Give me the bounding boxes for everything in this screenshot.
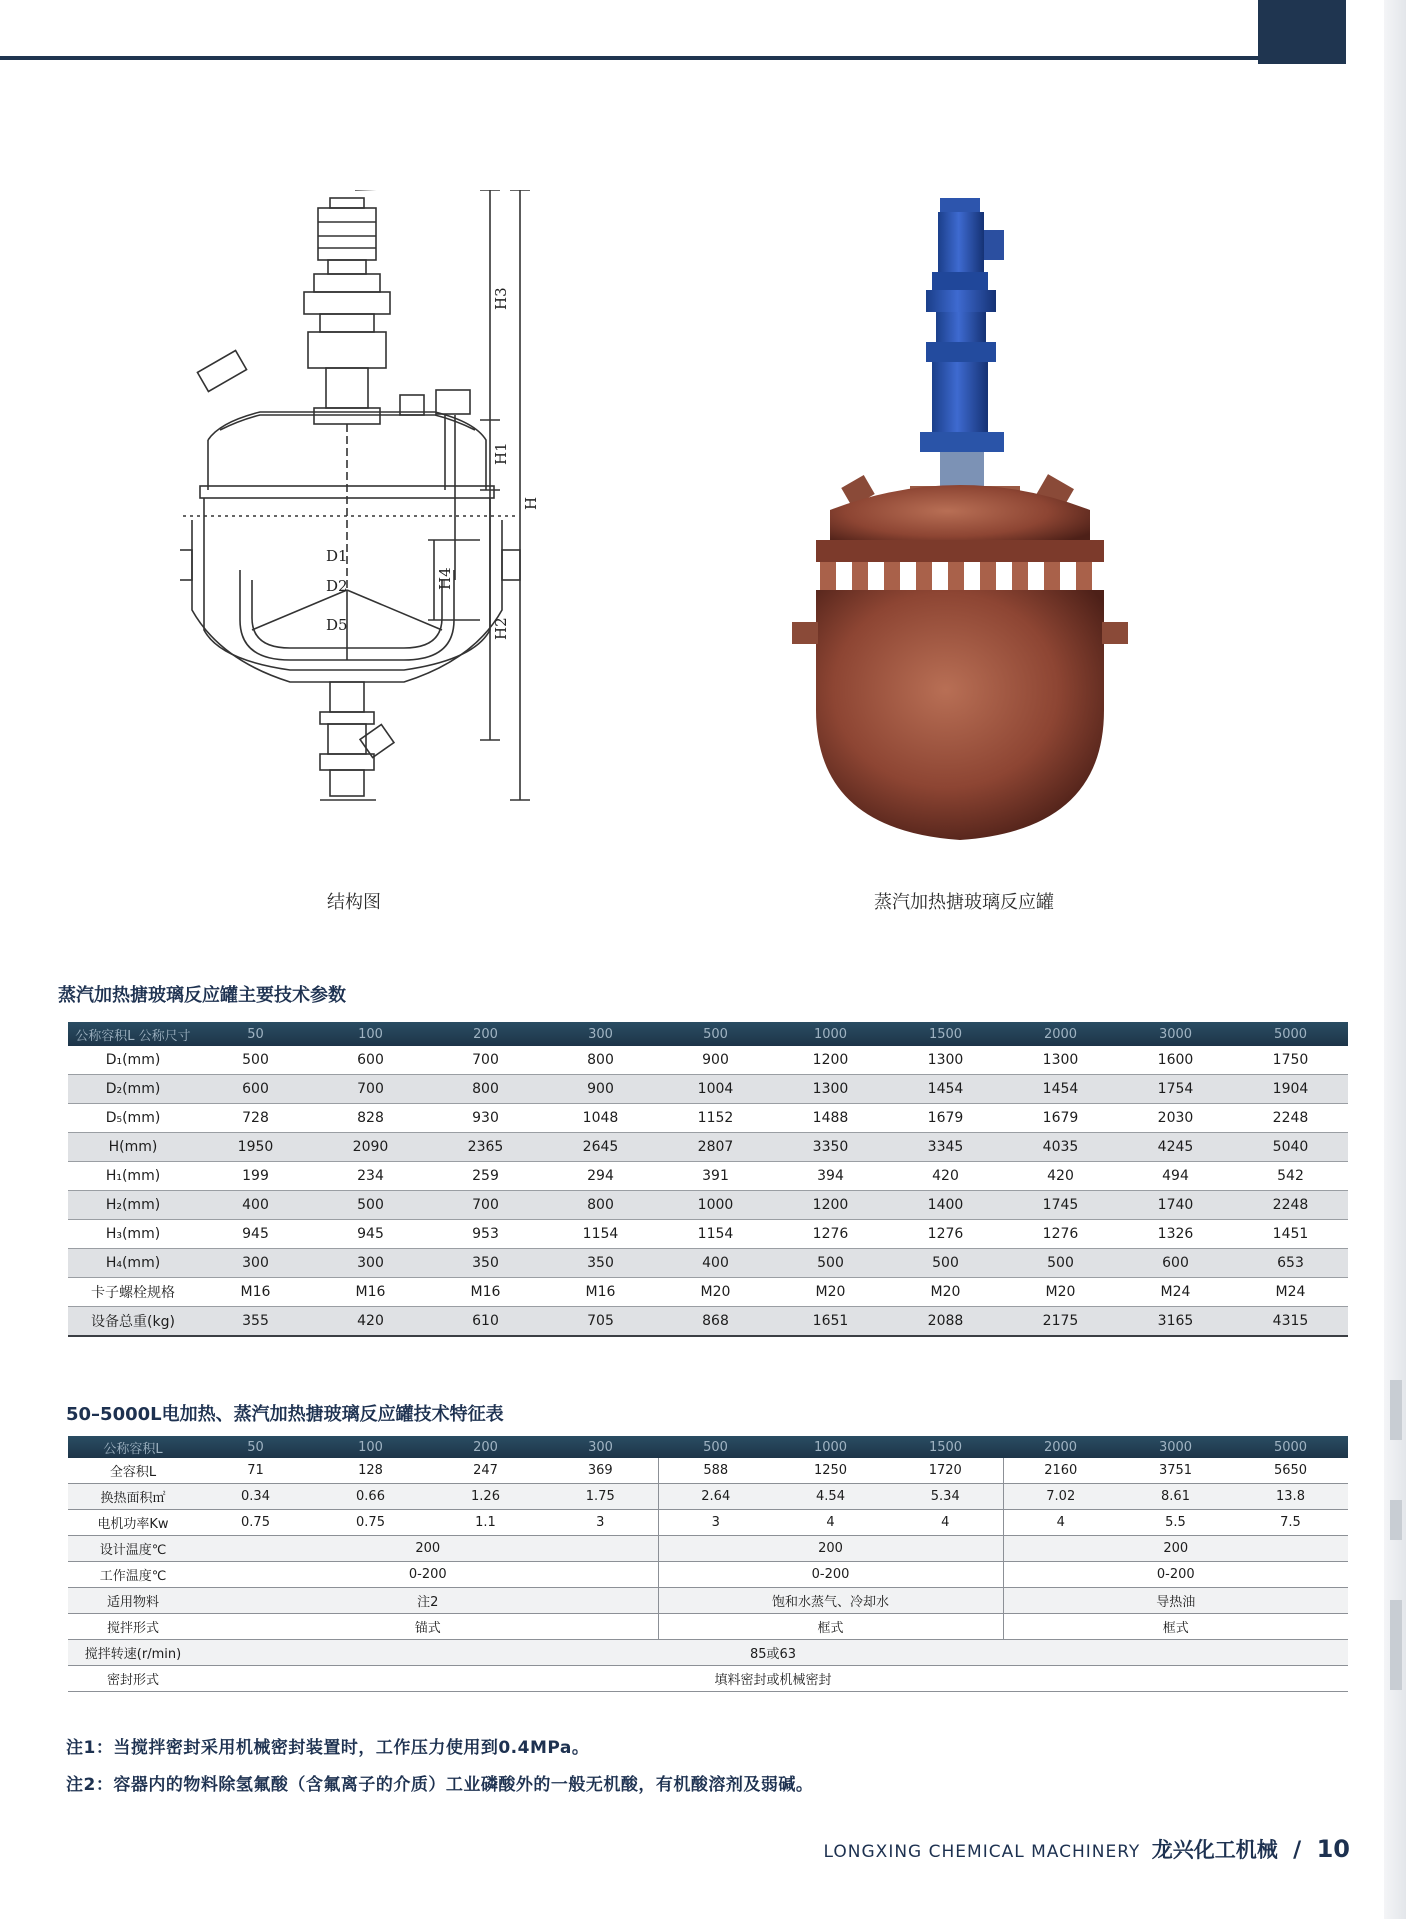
table2-cell: 247 <box>428 1458 543 1484</box>
table1-row <box>68 1220 1348 1249</box>
table1-col-header: 50 <box>198 1022 313 1046</box>
page-footer <box>824 1834 1350 1864</box>
table1-cell: 2365 <box>428 1133 543 1162</box>
table1-cell: 800 <box>543 1046 658 1075</box>
table1-cell: 355 <box>198 1307 313 1337</box>
table1-cell: 1740 <box>1118 1191 1233 1220</box>
table1-cell: 1679 <box>1003 1104 1118 1133</box>
table1-cell: 500 <box>198 1046 313 1075</box>
table2-group-cell: 0-200 <box>1003 1562 1348 1588</box>
table2-col-header: 5000 <box>1233 1436 1348 1458</box>
table1-cell: 1679 <box>888 1104 1003 1133</box>
table1-col-header: 100 <box>313 1022 428 1046</box>
table1-cell: 800 <box>428 1075 543 1104</box>
table1-cell: 542 <box>1233 1162 1348 1191</box>
table2-col-header: 500 <box>658 1436 773 1458</box>
table2-cell: 7.5 <box>1233 1510 1348 1536</box>
table1-col-header: 5000 <box>1233 1022 1348 1046</box>
table1-cell: 1276 <box>888 1220 1003 1249</box>
table1-cell: 600 <box>1118 1249 1233 1278</box>
table1-cell: 945 <box>198 1220 313 1249</box>
table2-row-label: 密封形式 <box>68 1666 198 1692</box>
table2-cell: 0.66 <box>313 1484 428 1510</box>
table2-cell: 5.34 <box>888 1484 1003 1510</box>
table1-cell: 350 <box>428 1249 543 1278</box>
table1-cell: 500 <box>313 1191 428 1220</box>
table2-row-label: 设计温度℃ <box>68 1536 198 1562</box>
table1-cell: 1454 <box>888 1075 1003 1104</box>
table1-header-label: 公称容积L 公称尺寸 <box>68 1022 198 1046</box>
table2-row-label: 工作温度℃ <box>68 1562 198 1588</box>
table1-cell: 930 <box>428 1104 543 1133</box>
table1-row-label: H₁(mm) <box>68 1162 198 1191</box>
table2-row <box>68 1536 1348 1562</box>
table1-cell: 700 <box>428 1191 543 1220</box>
table2-cell: 4 <box>888 1510 1003 1536</box>
table1-cell: 653 <box>1233 1249 1348 1278</box>
table1-cell: 1154 <box>658 1220 773 1249</box>
table1-cell: 391 <box>658 1162 773 1191</box>
table1-row <box>68 1162 1348 1191</box>
footer-company-cn: 龙兴化工机械 <box>1151 1838 1278 1862</box>
table2-col-header: 100 <box>313 1436 428 1458</box>
table1-cell: 494 <box>1118 1162 1233 1191</box>
table2-col-header: 2000 <box>1003 1436 1118 1458</box>
table2-cell: 5650 <box>1233 1458 1348 1484</box>
note-1: 注1：当搅拌密封采用机械密封装置时，工作压力使用到0.4MPa。 <box>66 1738 590 1758</box>
table1-cell: 1400 <box>888 1191 1003 1220</box>
table2-cell: 4.54 <box>773 1484 888 1510</box>
diagram-caption: 结构图 <box>327 892 381 913</box>
table1-cell: 420 <box>313 1307 428 1337</box>
page-number: 10 <box>1316 1835 1350 1863</box>
table1-col-header: 200 <box>428 1022 543 1046</box>
table1-row <box>68 1046 1348 1075</box>
label-d5: D5 <box>326 616 348 634</box>
table1-col-header: 1000 <box>773 1022 888 1046</box>
table1-cell: 1300 <box>1003 1046 1118 1075</box>
table2-group-cell: 锚式 <box>198 1614 658 1640</box>
table2-cell: 0.75 <box>313 1510 428 1536</box>
table2-row <box>68 1562 1348 1588</box>
table2-cell: 3751 <box>1118 1458 1233 1484</box>
table1-cell: M16 <box>428 1278 543 1307</box>
table2-group-cell: 注2 <box>198 1588 658 1614</box>
table1-cell: 828 <box>313 1104 428 1133</box>
table1-row-label: H₃(mm) <box>68 1220 198 1249</box>
label-h: H <box>522 496 540 510</box>
table1-cell: 234 <box>313 1162 428 1191</box>
table1-cell: M20 <box>773 1278 888 1307</box>
table1-cell: 3350 <box>773 1133 888 1162</box>
table1-cell: 1754 <box>1118 1075 1233 1104</box>
label-h4: H4 <box>436 567 454 590</box>
table1-cell: 400 <box>198 1191 313 1220</box>
label-h3: H3 <box>492 287 510 310</box>
reactor-photo <box>790 190 1130 860</box>
table1-row-label: D₁(mm) <box>68 1046 198 1075</box>
table2-group-cell: 0-200 <box>658 1562 1003 1588</box>
table1-cell: 2030 <box>1118 1104 1233 1133</box>
header-block <box>1258 0 1346 64</box>
table2-cell: 369 <box>543 1458 658 1484</box>
structure-diagram <box>180 190 600 850</box>
table2-header-label: 公称容积L <box>68 1436 198 1458</box>
table1-cell: 610 <box>428 1307 543 1337</box>
table1-cell: M16 <box>313 1278 428 1307</box>
table2-col-header: 1500 <box>888 1436 1003 1458</box>
table1-cell: 394 <box>773 1162 888 1191</box>
table1-cell: 199 <box>198 1162 313 1191</box>
table1-cell: 728 <box>198 1104 313 1133</box>
table1-cell: 2090 <box>313 1133 428 1162</box>
table2-row-label: 适用物料 <box>68 1588 198 1614</box>
table2-col-header: 3000 <box>1118 1436 1233 1458</box>
table1-cell: 1950 <box>198 1133 313 1162</box>
table1-cell: M20 <box>1003 1278 1118 1307</box>
table1-cell: 868 <box>658 1307 773 1337</box>
table1-cell: 2088 <box>888 1307 1003 1337</box>
table1-title: 蒸汽加热搪玻璃反应罐主要技术参数 <box>58 985 346 1006</box>
header-rule <box>0 56 1258 60</box>
table1-cell: 500 <box>773 1249 888 1278</box>
table2-row <box>68 1458 1348 1484</box>
table1-row-label: H(mm) <box>68 1133 198 1162</box>
table1-cell: 953 <box>428 1220 543 1249</box>
table1-row-label: H₂(mm) <box>68 1191 198 1220</box>
footer-company-en: LONGXING CHEMICAL MACHINERY <box>823 1842 1141 1862</box>
table1-cell: 2248 <box>1233 1191 1348 1220</box>
table2-cell: 4 <box>773 1510 888 1536</box>
table2-row-label: 换热面积㎡ <box>68 1484 198 1510</box>
table1-cell: 600 <box>313 1046 428 1075</box>
table2-cell: 3 <box>658 1510 773 1536</box>
table2-cell: 71 <box>198 1458 313 1484</box>
table1-cell: 1200 <box>773 1046 888 1075</box>
table1-cell: 1300 <box>773 1075 888 1104</box>
table1-cell: 600 <box>198 1075 313 1104</box>
table2-cell: 1.26 <box>428 1484 543 1510</box>
table2-group-cell: 框式 <box>1003 1614 1348 1640</box>
table2-cell: 8.61 <box>1118 1484 1233 1510</box>
table1-col-header: 500 <box>658 1022 773 1046</box>
table2-row-label: 全容积L <box>68 1458 198 1484</box>
table1-cell: 1454 <box>1003 1075 1118 1104</box>
table1-cell: M20 <box>658 1278 773 1307</box>
table1-col-header: 3000 <box>1118 1022 1233 1046</box>
table2-span-cell: 85或63 <box>198 1640 1348 1666</box>
table1-cell: 4035 <box>1003 1133 1118 1162</box>
table1-cell: 1600 <box>1118 1046 1233 1075</box>
table1-cell: 350 <box>543 1249 658 1278</box>
table2-cell: 4 <box>1003 1510 1118 1536</box>
table1-cell: M24 <box>1118 1278 1233 1307</box>
table1-cell: 500 <box>888 1249 1003 1278</box>
table2-cell: 1250 <box>773 1458 888 1484</box>
table2-group-cell: 导热油 <box>1003 1588 1348 1614</box>
table1-row-label: D₅(mm) <box>68 1104 198 1133</box>
table1-cell: 2248 <box>1233 1104 1348 1133</box>
table1-cell: 1451 <box>1233 1220 1348 1249</box>
table2-col-header: 50 <box>198 1436 313 1458</box>
table2-col-header: 200 <box>428 1436 543 1458</box>
feature-table <box>68 1436 1348 1692</box>
table2-row <box>68 1588 1348 1614</box>
table2-cell: 128 <box>313 1458 428 1484</box>
table1-cell: 259 <box>428 1162 543 1191</box>
table2-title: 50–5000L电加热、蒸汽加热搪玻璃反应罐技术特征表 <box>66 1404 504 1425</box>
table1-row <box>68 1278 1348 1307</box>
table1-cell: 2175 <box>1003 1307 1118 1337</box>
table2-cell: 13.8 <box>1233 1484 1348 1510</box>
table2-cell: 0.75 <box>198 1510 313 1536</box>
table2-row <box>68 1510 1348 1536</box>
photo-caption: 蒸汽加热搪玻璃反应罐 <box>874 892 1054 913</box>
table1-cell: 1276 <box>773 1220 888 1249</box>
table2-row-label: 搅拌形式 <box>68 1614 198 1640</box>
table2-cell: 1.75 <box>543 1484 658 1510</box>
table1-col-header: 2000 <box>1003 1022 1118 1046</box>
table2-row-label: 搅拌转速(r/min) <box>68 1640 198 1666</box>
table1-cell: 945 <box>313 1220 428 1249</box>
table1-cell: 900 <box>543 1075 658 1104</box>
page-edge <box>1384 0 1406 1919</box>
table1-row <box>68 1075 1348 1104</box>
table1-cell: 1750 <box>1233 1046 1348 1075</box>
table1-col-header: 1500 <box>888 1022 1003 1046</box>
table1-cell: 800 <box>543 1191 658 1220</box>
table1-row <box>68 1249 1348 1278</box>
table1-cell: 5040 <box>1233 1133 1348 1162</box>
table1-cell: M16 <box>543 1278 658 1307</box>
table1-cell: 2645 <box>543 1133 658 1162</box>
table1-cell: 700 <box>428 1046 543 1075</box>
note-2: 注2：容器内的物料除氢氟酸（含氟离子的介质）工业磷酸外的一般无机酸，有机酸溶剂及弱碱。 <box>66 1775 814 1795</box>
table2-group-cell: 饱和水蒸气、冷却水 <box>658 1588 1003 1614</box>
table2-span-cell: 填料密封或机械密封 <box>198 1666 1348 1692</box>
table2-cell: 1720 <box>888 1458 1003 1484</box>
table1-row <box>68 1191 1348 1220</box>
table1-row-label: H₄(mm) <box>68 1249 198 1278</box>
table1-cell: 1048 <box>543 1104 658 1133</box>
table2-cell: 0.34 <box>198 1484 313 1510</box>
table1-cell: 1000 <box>658 1191 773 1220</box>
table1-cell: 1300 <box>888 1046 1003 1075</box>
table1-cell: M24 <box>1233 1278 1348 1307</box>
table1-row <box>68 1104 1348 1133</box>
table1-cell: 400 <box>658 1249 773 1278</box>
table2-group-cell: 0-200 <box>198 1562 658 1588</box>
table2-row <box>68 1614 1348 1640</box>
table2-cell: 588 <box>658 1458 773 1484</box>
table1-cell: 1745 <box>1003 1191 1118 1220</box>
table1-cell: 4315 <box>1233 1307 1348 1337</box>
table1-row <box>68 1133 1348 1162</box>
footer-separator: / <box>1293 1838 1302 1863</box>
table1-cell: 300 <box>313 1249 428 1278</box>
table2-group-cell: 200 <box>198 1536 658 1562</box>
table2-row <box>68 1666 1348 1692</box>
table2-group-cell: 200 <box>658 1536 1003 1562</box>
table1-cell: 500 <box>1003 1249 1118 1278</box>
table2-col-header: 1000 <box>773 1436 888 1458</box>
table1-cell: 1276 <box>1003 1220 1118 1249</box>
table2-row <box>68 1640 1348 1666</box>
table2-group-cell: 200 <box>1003 1536 1348 1562</box>
table2-cell: 2160 <box>1003 1458 1118 1484</box>
table1-cell: 1152 <box>658 1104 773 1133</box>
table1-cell: 300 <box>198 1249 313 1278</box>
table1-cell: 1488 <box>773 1104 888 1133</box>
table1-cell: 1651 <box>773 1307 888 1337</box>
table1-cell: 1904 <box>1233 1075 1348 1104</box>
table1-cell: 1200 <box>773 1191 888 1220</box>
label-d2: D2 <box>326 577 348 595</box>
table2-row <box>68 1484 1348 1510</box>
table1-col-header: 300 <box>543 1022 658 1046</box>
table1-cell: 2807 <box>658 1133 773 1162</box>
table1-cell: 900 <box>658 1046 773 1075</box>
table1-cell: 705 <box>543 1307 658 1337</box>
table1-cell: 294 <box>543 1162 658 1191</box>
table2-cell: 3 <box>543 1510 658 1536</box>
table1-cell: 420 <box>888 1162 1003 1191</box>
table1-row-label: D₂(mm) <box>68 1075 198 1104</box>
table2-cell: 5.5 <box>1118 1510 1233 1536</box>
table2-row-label: 电机功率Kw <box>68 1510 198 1536</box>
table2-cell: 2.64 <box>658 1484 773 1510</box>
table1-cell: M16 <box>198 1278 313 1307</box>
label-d1: D1 <box>326 547 348 565</box>
table2-cell: 7.02 <box>1003 1484 1118 1510</box>
spec-table <box>68 1022 1348 1337</box>
table2-col-header: 300 <box>543 1436 658 1458</box>
label-h2: H2 <box>492 617 510 640</box>
table1-cell: 1004 <box>658 1075 773 1104</box>
table1-cell: 700 <box>313 1075 428 1104</box>
table1-cell: 1326 <box>1118 1220 1233 1249</box>
table1-row-label: 卡子螺栓规格 <box>68 1278 198 1307</box>
table1-cell: 3345 <box>888 1133 1003 1162</box>
table1-cell: 420 <box>1003 1162 1118 1191</box>
table1-row-label: 设备总重(kg) <box>68 1307 198 1337</box>
table2-cell: 1.1 <box>428 1510 543 1536</box>
table1-cell: 4245 <box>1118 1133 1233 1162</box>
label-h1: H1 <box>492 442 510 465</box>
table1-cell: 1154 <box>543 1220 658 1249</box>
table1-cell: M20 <box>888 1278 1003 1307</box>
table2-group-cell: 框式 <box>658 1614 1003 1640</box>
table1-cell: 3165 <box>1118 1307 1233 1337</box>
table1-row <box>68 1307 1348 1337</box>
